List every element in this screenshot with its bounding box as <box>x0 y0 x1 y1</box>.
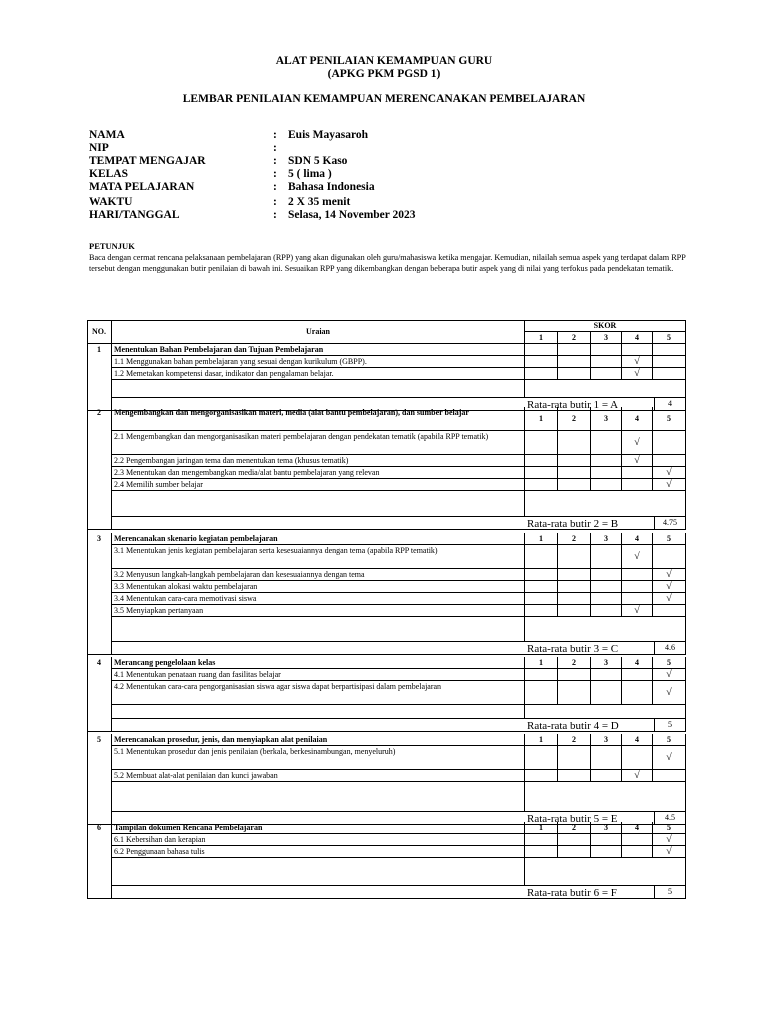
section-number: 3 <box>87 533 112 655</box>
score-cell <box>653 431 686 455</box>
score-cell <box>591 593 622 605</box>
score-cell <box>591 368 622 380</box>
section-score-header-4: 4 <box>622 657 653 669</box>
checkmark-icon: √ <box>622 605 653 617</box>
score-cell <box>558 467 591 479</box>
score-cell <box>525 846 558 858</box>
section-title: Merancang pengelolaan kelas <box>112 657 525 669</box>
blank-score-area <box>525 858 686 886</box>
score-cell <box>591 344 622 356</box>
score-cell <box>591 467 622 479</box>
item-row: 2.4 Memilih sumber belajar <box>112 479 525 491</box>
section-score-header-2: 2 <box>558 734 591 746</box>
score-header-2: 2 <box>558 332 591 344</box>
score-cell <box>525 455 558 467</box>
score-cell <box>558 746 591 770</box>
checkmark-icon: √ <box>622 431 653 455</box>
average-value: 4.5 <box>654 811 686 825</box>
item-row: 5.2 Membuat alat-alat penilaian dan kunci jawaban <box>112 770 525 782</box>
score-cell <box>525 669 558 681</box>
section-title: Mengembangkan dan mengorganisasikan materi, media (alat bantu pembelajaran), dan sumber belajar <box>112 407 525 431</box>
score-cell <box>591 834 622 846</box>
score-cell <box>525 431 558 455</box>
score-cell <box>558 605 591 617</box>
section-score-header-2: 2 <box>558 657 591 669</box>
form-title: LEMBAR PENILAIAN KEMAMPUAN MERENCANAKAN PEMBELAJARAN <box>182 93 586 105</box>
score-cell <box>525 569 558 581</box>
score-cell <box>591 356 622 368</box>
blank-score-area <box>525 491 686 517</box>
section-number: 2 <box>87 407 112 530</box>
average-label: Rata-rata butir 4 = D <box>527 720 619 732</box>
section-score-header-2: 2 <box>558 533 591 545</box>
section-number: 6 <box>87 822 112 899</box>
item-row: 4.2 Menentukan cara-cara pengorganisasian siswa agar siswa dapat berpartisipasi dalam pembelajaran <box>112 681 525 705</box>
score-cell <box>622 593 653 605</box>
score-cell <box>558 431 591 455</box>
score-cell <box>591 605 622 617</box>
col-uraian-header: Uraian <box>112 320 525 344</box>
section-score-header-5: 5 <box>653 533 686 545</box>
section-score-header-3: 3 <box>591 407 622 431</box>
section-score-header-4: 4 <box>622 734 653 746</box>
blank-row <box>112 782 525 812</box>
average-value: 5 <box>654 718 686 732</box>
section-number: 5 <box>87 734 112 825</box>
section-title: Merencanakan skenario kegiatan pembelajaran <box>112 533 525 545</box>
item-row: 3.4 Menentukan cara-cara memotivasi siswa <box>112 593 525 605</box>
score-cell <box>653 368 686 380</box>
blank-row <box>112 380 525 398</box>
item-row: 2.2 Pengembangan jaringan tema dan menentukan tema (khusus tematik) <box>112 455 525 467</box>
checkmark-icon: √ <box>653 479 686 491</box>
section-score-header-3: 3 <box>591 533 622 545</box>
section-score-header-1: 1 <box>525 533 558 545</box>
checkmark-icon: √ <box>653 467 686 479</box>
item-row: 3.5 Menyiapkan pertanyaan <box>112 605 525 617</box>
score-header-1: 1 <box>525 332 558 344</box>
score-cell <box>525 344 558 356</box>
score-cell <box>525 545 558 569</box>
col-no-header: NO. <box>87 320 112 344</box>
section-score-header-1: 1 <box>525 657 558 669</box>
average-label: Rata-rata butir 6 = F <box>527 887 617 899</box>
score-cell <box>653 605 686 617</box>
average-label: Rata-rata butir 5 = E <box>527 813 618 825</box>
petunjuk-text: Baca dengan cermat rencana pelaksanaan pembelajaran (RPP) yang akan digunakan oleh guru/mahasiswa ketika mengajar. Kemudian, nilailah semua aspek yang terdapat dalam RPP tersebut dengan menggunakan butir penilaian di bawah ini. Sesuaikan RPP yang dikembangkan dengan beberapa butir aspek yang di nilai yang terfokus pada pendekatan tematik. <box>89 253 686 273</box>
average-label: Rata-rata butir 3 = C <box>527 643 619 655</box>
section-score-header-1: 1 <box>525 822 558 834</box>
section-number: 1 <box>87 344 112 411</box>
score-header-4: 4 <box>622 332 653 344</box>
score-cell <box>558 479 591 491</box>
item-row: 5.1 Menentukan prosedur dan jenis penilaian (berkala, berkesinambungan, menyeluruh) <box>112 746 525 770</box>
section-score-header-2: 2 <box>558 407 591 431</box>
score-cell <box>622 467 653 479</box>
score-cell <box>591 479 622 491</box>
checkmark-icon: √ <box>653 746 686 770</box>
item-row: 6.2 Penggunaan bahasa tulis <box>112 846 525 858</box>
score-cell <box>525 681 558 705</box>
section-score-header-1: 1 <box>525 734 558 746</box>
blank-row <box>112 858 525 886</box>
score-header-5: 5 <box>653 332 686 344</box>
score-cell <box>558 846 591 858</box>
item-row: 4.1 Menentukan penataan ruang dan fasilitas belajar <box>112 669 525 681</box>
score-cell <box>622 681 653 705</box>
checkmark-icon: √ <box>622 545 653 569</box>
item-row: 6.1 Kebersihan dan kerapian <box>112 834 525 846</box>
section-number: 4 <box>87 657 112 732</box>
score-cell <box>558 593 591 605</box>
item-row: 1.1 Menggunakan bahan pembelajaran yang sesuai dengan kurikulum (GBPP). <box>112 356 525 368</box>
score-cell <box>525 479 558 491</box>
score-cell <box>653 770 686 782</box>
score-cell <box>558 681 591 705</box>
item-row: 2.3 Menentukan dan mengembangkan media/alat bantu pembelajaran yang relevan <box>112 467 525 479</box>
score-cell <box>558 770 591 782</box>
section-score-header-5: 5 <box>653 407 686 431</box>
blank-score-area <box>525 782 686 812</box>
section-title: Merencanakan prosedur, jenis, dan menyiapkan alat penilaian <box>112 734 525 746</box>
average-value: 5 <box>654 885 686 899</box>
score-cell <box>591 770 622 782</box>
score-cell <box>558 669 591 681</box>
score-cell <box>558 344 591 356</box>
score-cell <box>558 368 591 380</box>
blank-row <box>112 617 525 642</box>
blank-score-area <box>525 705 686 719</box>
item-row: 3.3 Menentukan alokasi waktu pembelajaran <box>112 581 525 593</box>
document-subtitle: (APKG PKM PGSD 1) <box>327 68 441 80</box>
checkmark-icon: √ <box>653 681 686 705</box>
score-cell <box>525 593 558 605</box>
score-cell <box>591 569 622 581</box>
blank-row <box>112 491 525 517</box>
average-label: Rata-rata butir 2 = B <box>527 518 619 530</box>
score-cell <box>525 605 558 617</box>
section-score-header-5: 5 <box>653 657 686 669</box>
average-value: 4.75 <box>654 516 686 530</box>
score-cell <box>558 581 591 593</box>
score-cell <box>653 344 686 356</box>
score-cell <box>622 344 653 356</box>
score-cell <box>591 431 622 455</box>
score-cell <box>525 581 558 593</box>
checkmark-icon: √ <box>653 581 686 593</box>
score-cell <box>525 834 558 846</box>
score-cell <box>622 669 653 681</box>
score-cell <box>622 569 653 581</box>
score-cell <box>591 681 622 705</box>
score-cell <box>591 669 622 681</box>
checkmark-icon: √ <box>653 834 686 846</box>
checkmark-icon: √ <box>622 368 653 380</box>
section-score-header-4: 4 <box>622 822 653 834</box>
checkmark-icon: √ <box>622 770 653 782</box>
blank-score-area <box>525 380 686 398</box>
section-score-header-5: 5 <box>653 734 686 746</box>
score-cell <box>525 770 558 782</box>
item-row: 1.2 Memetakan kompetensi dasar, indikator dan pengalaman belajar. <box>112 368 525 380</box>
score-cell <box>558 545 591 569</box>
score-cell <box>591 746 622 770</box>
checkmark-icon: √ <box>653 569 686 581</box>
score-cell <box>558 356 591 368</box>
average-label: Rata-rata butir 1 = A <box>527 399 619 411</box>
section-title: Menentukan Bahan Pembelajaran dan Tujuan Pembelajaran <box>112 344 525 356</box>
score-cell <box>591 545 622 569</box>
section-score-header-3: 3 <box>591 657 622 669</box>
item-row: 3.1 Menentukan jenis kegiatan pembelajaran serta kesesuaiannya dengan tema (apabila RPP tematik) <box>112 545 525 569</box>
section-score-header-4: 4 <box>622 407 653 431</box>
score-cell <box>653 545 686 569</box>
section-title: Tampilan dokumen Rencana Pembelajaran <box>112 822 525 834</box>
score-cell <box>591 581 622 593</box>
average-value: 4.6 <box>654 641 686 655</box>
section-score-header-2: 2 <box>558 822 591 834</box>
score-cell <box>558 455 591 467</box>
section-score-header-1: 1 <box>525 407 558 431</box>
checkmark-icon: √ <box>622 455 653 467</box>
score-cell <box>558 834 591 846</box>
score-cell <box>591 455 622 467</box>
checkmark-icon: √ <box>653 593 686 605</box>
item-row: 3.2 Menyusun langkah-langkah pembelajaran dan kesesuaiannya dengan tema <box>112 569 525 581</box>
blank-score-area <box>525 617 686 642</box>
checkmark-icon: √ <box>653 669 686 681</box>
section-score-header-4: 4 <box>622 533 653 545</box>
score-cell <box>622 834 653 846</box>
checkmark-icon: √ <box>622 356 653 368</box>
score-cell <box>622 581 653 593</box>
col-skor-header: SKOR <box>525 320 686 332</box>
checkmark-icon: √ <box>653 846 686 858</box>
score-cell <box>525 356 558 368</box>
section-score-header-5: 5 <box>653 822 686 834</box>
score-cell <box>525 467 558 479</box>
score-cell <box>525 368 558 380</box>
score-cell <box>558 569 591 581</box>
average-value: 4 <box>654 397 686 411</box>
score-cell <box>622 846 653 858</box>
score-cell <box>653 356 686 368</box>
petunjuk-heading: PETUNJUK <box>89 241 135 251</box>
section-score-header-3: 3 <box>591 734 622 746</box>
blank-row <box>112 705 525 719</box>
section-score-header-3: 3 <box>591 822 622 834</box>
score-cell <box>653 455 686 467</box>
score-cell <box>622 746 653 770</box>
score-cell <box>591 846 622 858</box>
item-row: 2.1 Mengembangkan dan mengorganisasikan materi pembelajaran dengan pendekatan tematik (apabila RPP tematik) <box>112 431 525 455</box>
document-title: ALAT PENILAIAN KEMAMPUAN GURU <box>275 55 493 67</box>
score-cell <box>622 479 653 491</box>
score-header-3: 3 <box>591 332 622 344</box>
score-cell <box>525 746 558 770</box>
